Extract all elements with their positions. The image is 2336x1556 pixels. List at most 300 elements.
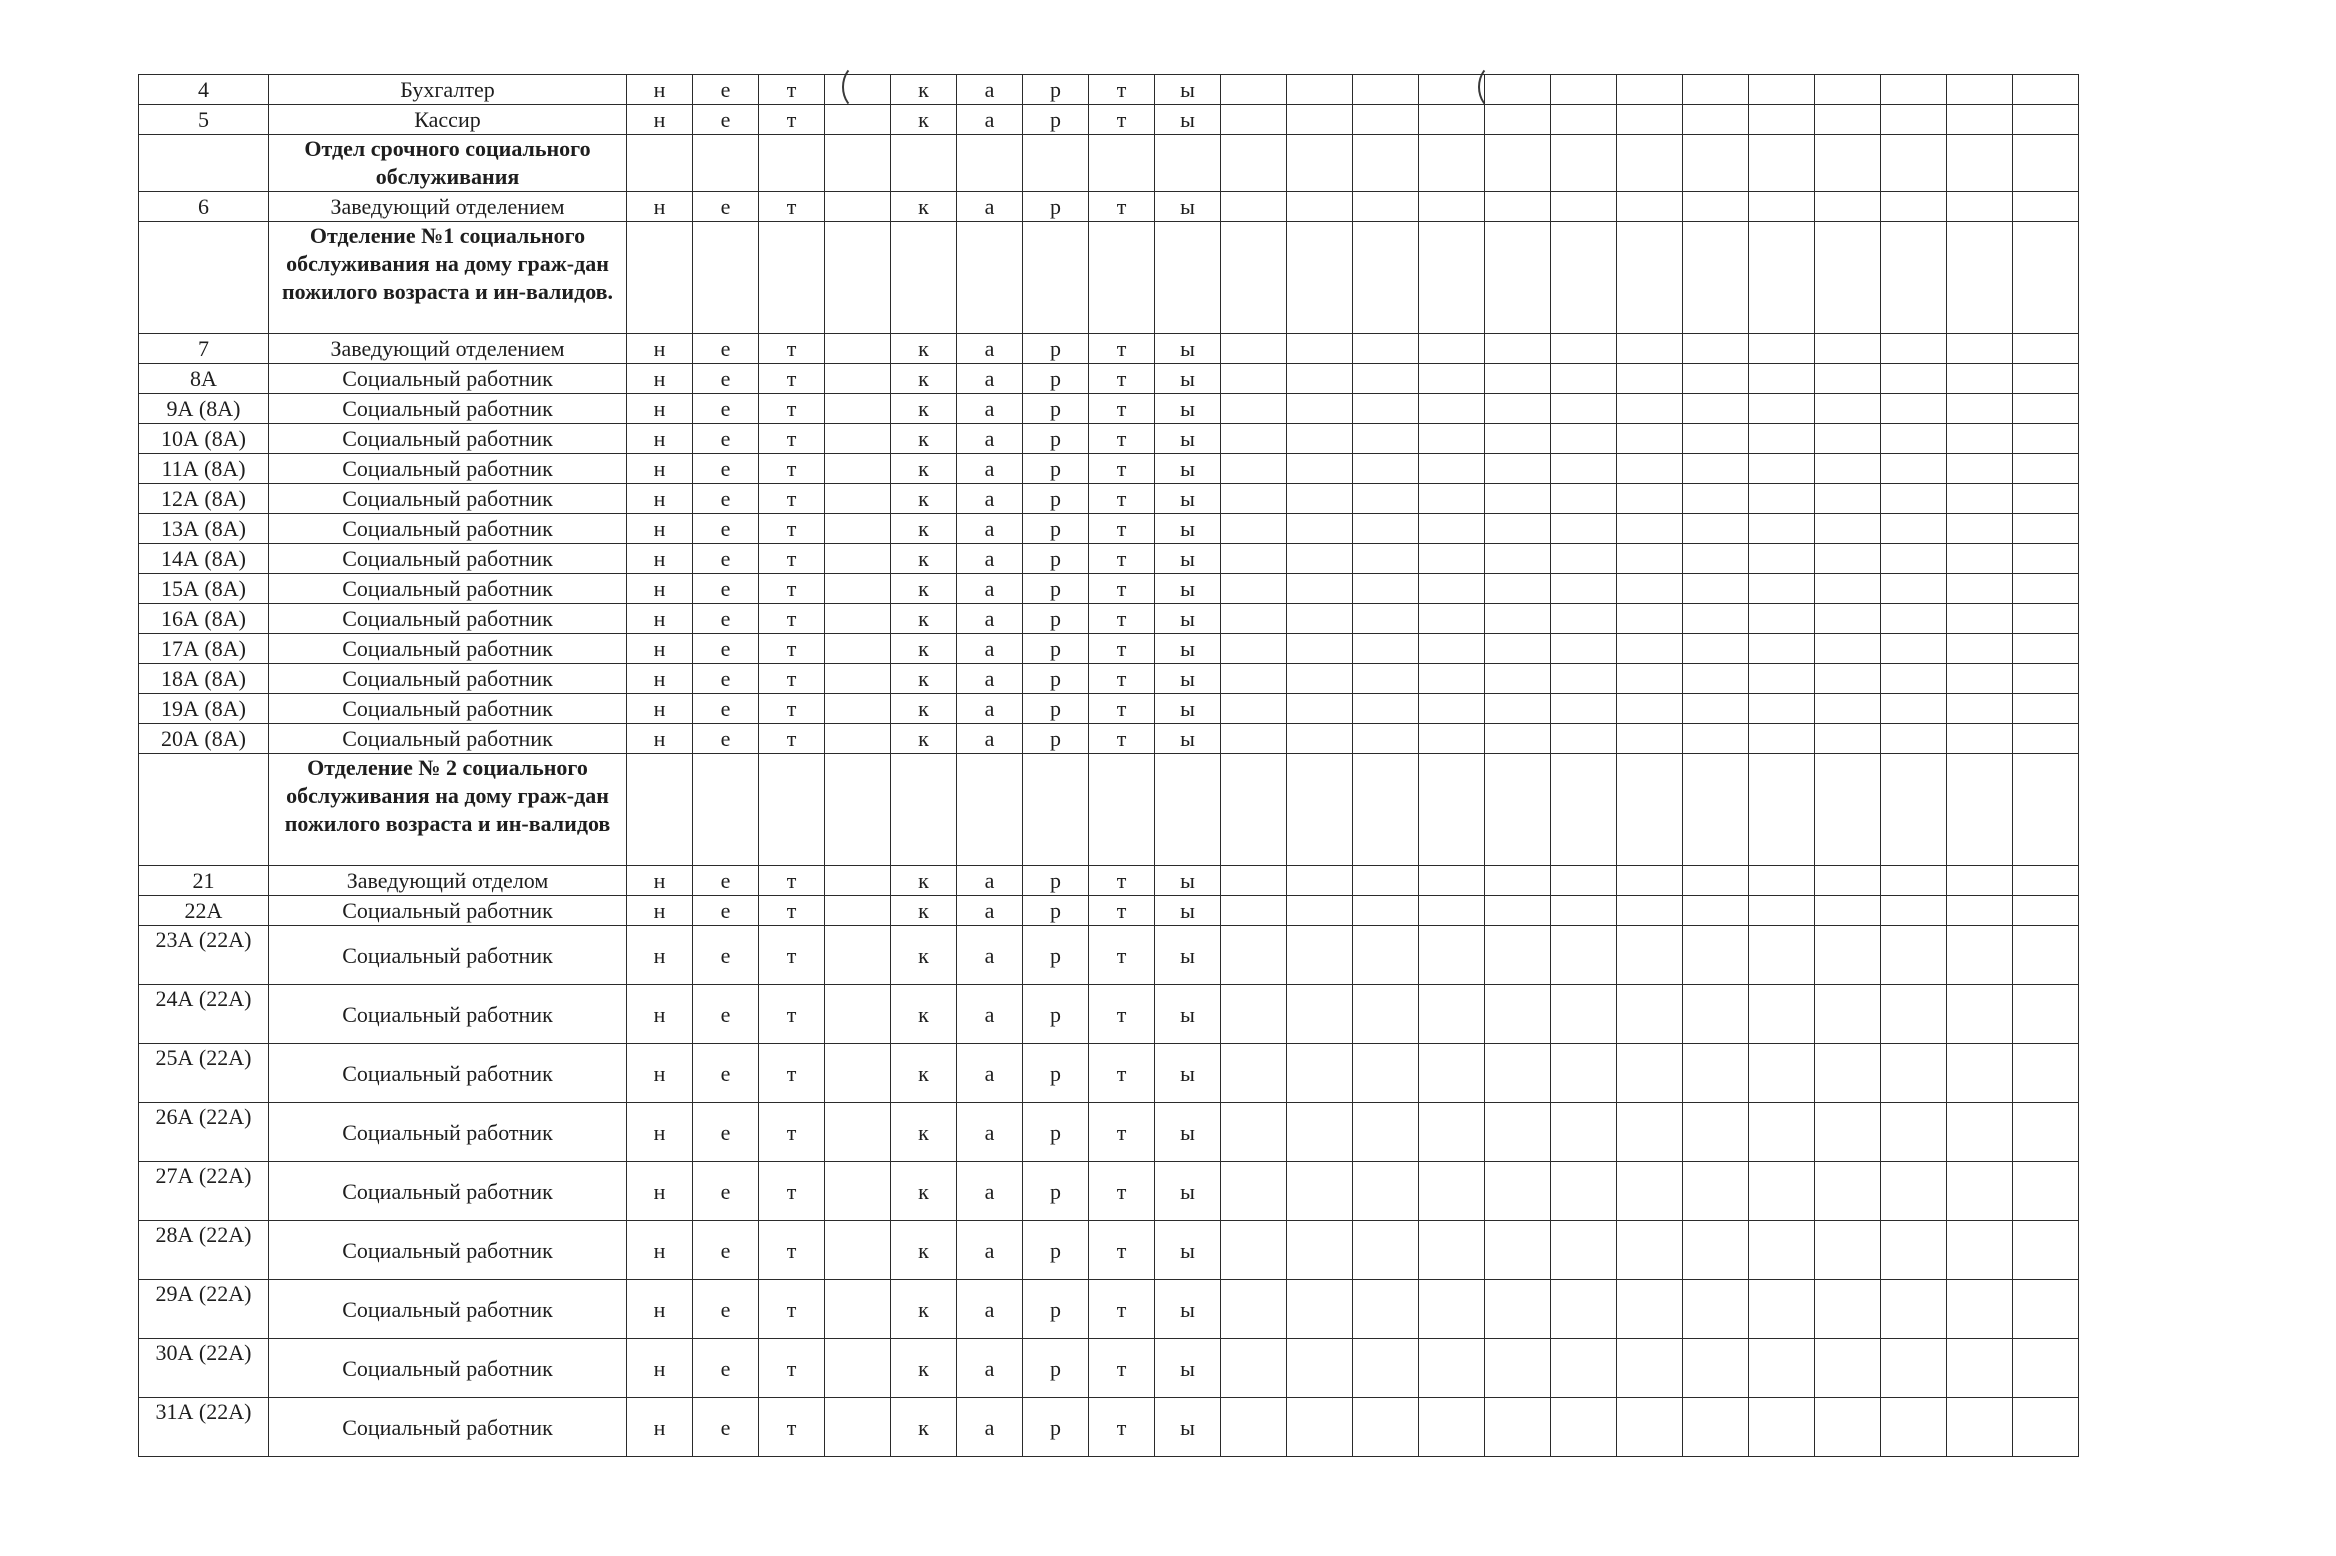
- no-card-letter-cell: т: [1089, 926, 1155, 985]
- empty-cell: [1353, 424, 1419, 454]
- empty-cell: [1617, 105, 1683, 135]
- empty-cell: [1287, 1162, 1353, 1221]
- empty-cell: [1881, 1280, 1947, 1339]
- no-card-letter-cell: [825, 574, 891, 604]
- no-card-letter-cell: ы: [1155, 1280, 1221, 1339]
- empty-cell: [1683, 514, 1749, 544]
- empty-cell: [1353, 222, 1419, 334]
- no-card-letter-cell: е: [693, 664, 759, 694]
- position-name-cell: Социальный работник: [269, 1398, 627, 1457]
- empty-cell: [1617, 394, 1683, 424]
- no-card-letter-cell: е: [693, 75, 759, 105]
- no-card-letter-cell: н: [627, 105, 693, 135]
- no-card-letter-cell: к: [891, 1221, 957, 1280]
- empty-cell: [1749, 724, 1815, 754]
- no-card-letter-cell: а: [957, 192, 1023, 222]
- no-card-letter-cell: н: [627, 896, 693, 926]
- empty-cell: [2013, 896, 2079, 926]
- no-card-letter-cell: ы: [1155, 394, 1221, 424]
- empty-cell: [1287, 664, 1353, 694]
- empty-cell: [1023, 135, 1089, 192]
- no-card-letter-cell: т: [1089, 484, 1155, 514]
- empty-cell: [1353, 1044, 1419, 1103]
- empty-cell: [1815, 866, 1881, 896]
- empty-cell: [1221, 574, 1287, 604]
- table-row: [139, 574, 2079, 604]
- empty-cell: [1485, 896, 1551, 926]
- no-card-letter-cell: [825, 192, 891, 222]
- no-card-letter-cell: н: [627, 1162, 693, 1221]
- empty-cell: [1749, 484, 1815, 514]
- no-card-letter-cell: [825, 1398, 891, 1457]
- empty-cell: [2013, 1044, 2079, 1103]
- empty-cell: [1617, 574, 1683, 604]
- row-number-cell: 18А (8А): [139, 664, 269, 694]
- empty-cell: [2013, 135, 2079, 192]
- empty-cell: [1551, 604, 1617, 634]
- empty-cell: [1551, 222, 1617, 334]
- table-row: [139, 484, 2079, 514]
- empty-cell: [1221, 634, 1287, 664]
- table-row: [139, 896, 2079, 926]
- empty-cell: [1683, 75, 1749, 105]
- empty-cell: [1683, 1044, 1749, 1103]
- empty-cell: [2013, 985, 2079, 1044]
- no-card-letter-cell: т: [1089, 364, 1155, 394]
- empty-cell: [1353, 896, 1419, 926]
- empty-cell: [1353, 192, 1419, 222]
- no-card-letter-cell: р: [1023, 105, 1089, 135]
- no-card-letter-cell: н: [627, 192, 693, 222]
- no-card-letter-cell: к: [891, 634, 957, 664]
- empty-cell: [1353, 926, 1419, 985]
- empty-cell: [1287, 544, 1353, 574]
- no-card-letter-cell: ы: [1155, 604, 1221, 634]
- empty-cell: [1683, 135, 1749, 192]
- empty-cell: [1287, 985, 1353, 1044]
- no-card-letter-cell: т: [1089, 664, 1155, 694]
- no-card-letter-cell: т: [1089, 1221, 1155, 1280]
- no-card-letter-cell: [825, 75, 891, 105]
- no-card-letter-cell: е: [693, 574, 759, 604]
- no-card-letter-cell: р: [1023, 985, 1089, 1044]
- no-card-letter-cell: е: [693, 1339, 759, 1398]
- empty-cell: [1287, 222, 1353, 334]
- empty-cell: [1485, 75, 1551, 105]
- empty-cell: [1419, 896, 1485, 926]
- empty-cell: [1221, 1044, 1287, 1103]
- empty-cell: [1881, 424, 1947, 454]
- empty-cell: [1749, 1044, 1815, 1103]
- no-card-letter-cell: а: [957, 1044, 1023, 1103]
- empty-cell: [1617, 634, 1683, 664]
- no-card-letter-cell: р: [1023, 192, 1089, 222]
- row-number-cell: 8А: [139, 364, 269, 394]
- empty-cell: [1617, 866, 1683, 896]
- no-card-letter-cell: [825, 1162, 891, 1221]
- empty-cell: [1419, 364, 1485, 394]
- no-card-letter-cell: к: [891, 724, 957, 754]
- table-row: [139, 75, 2079, 105]
- empty-cell: [1815, 1280, 1881, 1339]
- no-card-letter-cell: т: [759, 985, 825, 1044]
- empty-cell: [1749, 222, 1815, 334]
- empty-cell: [1551, 192, 1617, 222]
- empty-cell: [1419, 634, 1485, 664]
- position-name-cell: Социальный работник: [269, 1221, 627, 1280]
- no-card-letter-cell: ы: [1155, 454, 1221, 484]
- empty-cell: [825, 135, 891, 192]
- no-card-letter-cell: ы: [1155, 1044, 1221, 1103]
- empty-cell: [1221, 1398, 1287, 1457]
- no-card-letter-cell: т: [759, 604, 825, 634]
- no-card-letter-cell: ы: [1155, 634, 1221, 664]
- no-card-letter-cell: к: [891, 1162, 957, 1221]
- empty-cell: [1947, 1103, 2013, 1162]
- empty-cell: [1221, 135, 1287, 192]
- empty-cell: [1749, 1162, 1815, 1221]
- empty-cell: [1353, 664, 1419, 694]
- no-card-letter-cell: а: [957, 866, 1023, 896]
- no-card-letter-cell: е: [693, 1103, 759, 1162]
- empty-cell: [1287, 694, 1353, 724]
- empty-cell: [2013, 424, 2079, 454]
- no-card-letter-cell: т: [759, 724, 825, 754]
- no-card-letter-cell: р: [1023, 514, 1089, 544]
- empty-cell: [1353, 135, 1419, 192]
- empty-cell: [1419, 424, 1485, 454]
- no-card-letter-cell: к: [891, 1398, 957, 1457]
- empty-cell: [1419, 866, 1485, 896]
- empty-cell: [2013, 192, 2079, 222]
- empty-cell: [1287, 334, 1353, 364]
- empty-cell: [1287, 866, 1353, 896]
- empty-cell: [1221, 604, 1287, 634]
- empty-cell: [1419, 484, 1485, 514]
- no-card-letter-cell: к: [891, 926, 957, 985]
- no-card-letter-cell: а: [957, 926, 1023, 985]
- empty-cell: [1221, 364, 1287, 394]
- empty-cell: [1419, 192, 1485, 222]
- empty-cell: [1551, 424, 1617, 454]
- empty-cell: [1749, 896, 1815, 926]
- no-card-letter-cell: [825, 364, 891, 394]
- no-card-letter-cell: ы: [1155, 544, 1221, 574]
- empty-cell: [1749, 334, 1815, 364]
- empty-cell: [2013, 1339, 2079, 1398]
- no-card-letter-cell: т: [759, 1221, 825, 1280]
- no-card-letter-cell: к: [891, 1044, 957, 1103]
- empty-cell: [1419, 1398, 1485, 1457]
- no-card-letter-cell: [825, 1339, 891, 1398]
- no-card-letter-cell: е: [693, 105, 759, 135]
- no-card-letter-cell: к: [891, 604, 957, 634]
- section-title-cell: Отдел срочного социального обслуживания: [269, 135, 627, 192]
- empty-cell: [2013, 75, 2079, 105]
- no-card-letter-cell: к: [891, 1103, 957, 1162]
- row-number-cell: 10А (8А): [139, 424, 269, 454]
- empty-cell: [1287, 574, 1353, 604]
- no-card-letter-cell: т: [1089, 1280, 1155, 1339]
- empty-cell: [1749, 135, 1815, 192]
- empty-cell: [1485, 514, 1551, 544]
- table-row: [139, 334, 2079, 364]
- empty-cell: [1749, 926, 1815, 985]
- empty-cell: [957, 135, 1023, 192]
- row-number-cell: 23А (22А): [139, 926, 269, 985]
- no-card-letter-cell: ы: [1155, 694, 1221, 724]
- empty-cell: [1353, 364, 1419, 394]
- empty-cell: [1419, 334, 1485, 364]
- empty-cell: [1551, 334, 1617, 364]
- no-card-letter-cell: т: [759, 574, 825, 604]
- no-card-letter-cell: т: [1089, 454, 1155, 484]
- empty-cell: [1287, 1339, 1353, 1398]
- empty-cell: [1617, 222, 1683, 334]
- no-card-letter-cell: е: [693, 1398, 759, 1457]
- empty-cell: [1815, 424, 1881, 454]
- no-card-letter-cell: т: [759, 634, 825, 664]
- table-row: [139, 634, 2079, 664]
- empty-cell: [1617, 544, 1683, 574]
- empty-cell: [1947, 866, 2013, 896]
- empty-cell: [1881, 105, 1947, 135]
- no-card-letter-cell: т: [1089, 105, 1155, 135]
- empty-cell: [1947, 664, 2013, 694]
- empty-cell: [1353, 1221, 1419, 1280]
- no-card-letter-cell: к: [891, 192, 957, 222]
- section-title-cell: Отделение №1 социального обслуживания на дому граж-дан пожилого возраста и ин-валидов.: [269, 222, 627, 334]
- table-row: [139, 724, 2079, 754]
- table-row: [139, 1339, 2079, 1398]
- empty-cell: [1947, 1162, 2013, 1221]
- no-card-letter-cell: н: [627, 1044, 693, 1103]
- no-card-letter-cell: н: [627, 364, 693, 394]
- no-card-letter-cell: а: [957, 1280, 1023, 1339]
- empty-cell: [1947, 926, 2013, 985]
- empty-cell: [1947, 454, 2013, 484]
- no-card-letter-cell: т: [759, 1280, 825, 1339]
- empty-cell: [1353, 985, 1419, 1044]
- empty-cell: [1551, 1162, 1617, 1221]
- no-card-letter-cell: т: [1089, 75, 1155, 105]
- no-card-letter-cell: т: [759, 896, 825, 926]
- empty-cell: [1683, 484, 1749, 514]
- empty-cell: [1353, 454, 1419, 484]
- no-card-letter-cell: [825, 105, 891, 135]
- empty-cell: [1551, 694, 1617, 724]
- empty-cell: [1485, 394, 1551, 424]
- empty-cell: [1221, 75, 1287, 105]
- no-card-letter-cell: т: [1089, 334, 1155, 364]
- empty-cell: [1551, 484, 1617, 514]
- empty-cell: [1881, 484, 1947, 514]
- section-header-row: [139, 135, 2079, 192]
- no-card-letter-cell: [825, 454, 891, 484]
- empty-cell: [1815, 394, 1881, 424]
- no-card-letter-cell: [825, 724, 891, 754]
- no-card-letter-cell: ы: [1155, 514, 1221, 544]
- no-card-letter-cell: т: [759, 1339, 825, 1398]
- no-card-letter-cell: н: [627, 985, 693, 1044]
- empty-cell: [1683, 192, 1749, 222]
- empty-cell: [1683, 896, 1749, 926]
- empty-cell: [1485, 754, 1551, 866]
- no-card-letter-cell: т: [759, 454, 825, 484]
- empty-cell: [891, 135, 957, 192]
- empty-cell: [1485, 424, 1551, 454]
- no-card-letter-cell: к: [891, 866, 957, 896]
- no-card-letter-cell: к: [891, 484, 957, 514]
- table-row: [139, 985, 2079, 1044]
- table-row: [139, 454, 2079, 484]
- empty-cell: [1419, 724, 1485, 754]
- empty-cell: [2013, 1162, 2079, 1221]
- empty-cell: [1749, 1398, 1815, 1457]
- no-card-letter-cell: т: [759, 1162, 825, 1221]
- no-card-letter-cell: т: [1089, 544, 1155, 574]
- empty-cell: [1881, 394, 1947, 424]
- row-number-cell: 31А (22А): [139, 1398, 269, 1457]
- empty-cell: [1485, 664, 1551, 694]
- position-name-cell: Социальный работник: [269, 1044, 627, 1103]
- no-card-letter-cell: а: [957, 664, 1023, 694]
- table-row: [139, 514, 2079, 544]
- empty-cell: [1485, 1103, 1551, 1162]
- row-number-cell: 26А (22А): [139, 1103, 269, 1162]
- no-card-letter-cell: а: [957, 364, 1023, 394]
- empty-cell: [1815, 135, 1881, 192]
- empty-cell: [1221, 1280, 1287, 1339]
- position-name-cell: Социальный работник: [269, 514, 627, 544]
- empty-cell: [1683, 866, 1749, 896]
- empty-cell: [1221, 454, 1287, 484]
- empty-cell: [1551, 985, 1617, 1044]
- empty-cell: [1617, 1280, 1683, 1339]
- staff-assessment-table: [138, 74, 2079, 1457]
- position-name-cell: Социальный работник: [269, 544, 627, 574]
- no-card-letter-cell: т: [759, 694, 825, 724]
- no-card-letter-cell: [825, 394, 891, 424]
- no-card-letter-cell: [825, 604, 891, 634]
- empty-cell: [1287, 1280, 1353, 1339]
- empty-cell: [2013, 334, 2079, 364]
- no-card-letter-cell: [825, 1103, 891, 1162]
- no-card-letter-cell: т: [1089, 1162, 1155, 1221]
- empty-cell: [1683, 105, 1749, 135]
- no-card-letter-cell: а: [957, 1221, 1023, 1280]
- row-number-cell: 14А (8А): [139, 544, 269, 574]
- empty-cell: [1815, 105, 1881, 135]
- no-card-letter-cell: а: [957, 896, 1023, 926]
- empty-cell: [1617, 1398, 1683, 1457]
- no-card-letter-cell: ы: [1155, 664, 1221, 694]
- empty-cell: [1683, 926, 1749, 985]
- no-card-letter-cell: н: [627, 454, 693, 484]
- no-card-letter-cell: е: [693, 866, 759, 896]
- row-number-cell: [139, 135, 269, 192]
- no-card-letter-cell: к: [891, 514, 957, 544]
- empty-cell: [2013, 1103, 2079, 1162]
- no-card-letter-cell: [825, 424, 891, 454]
- empty-cell: [1221, 424, 1287, 454]
- no-card-letter-cell: т: [759, 1398, 825, 1457]
- empty-cell: [1749, 454, 1815, 484]
- empty-cell: [1287, 514, 1353, 544]
- no-card-letter-cell: т: [1089, 192, 1155, 222]
- empty-cell: [1353, 1103, 1419, 1162]
- row-number-cell: 17А (8А): [139, 634, 269, 664]
- no-card-letter-cell: т: [1089, 1103, 1155, 1162]
- row-number-cell: 25А (22А): [139, 1044, 269, 1103]
- empty-cell: [1881, 694, 1947, 724]
- empty-cell: [1683, 1280, 1749, 1339]
- empty-cell: [1221, 192, 1287, 222]
- no-card-letter-cell: ы: [1155, 334, 1221, 364]
- row-number-cell: 13А (8А): [139, 514, 269, 544]
- empty-cell: [1749, 1339, 1815, 1398]
- no-card-letter-cell: р: [1023, 1044, 1089, 1103]
- empty-cell: [1485, 1044, 1551, 1103]
- position-name-cell: Социальный работник: [269, 394, 627, 424]
- empty-cell: [1023, 222, 1089, 334]
- table-row: [139, 694, 2079, 724]
- empty-cell: [1947, 754, 2013, 866]
- empty-cell: [1089, 135, 1155, 192]
- empty-cell: [1287, 135, 1353, 192]
- empty-cell: [1485, 1280, 1551, 1339]
- empty-cell: [1419, 75, 1485, 105]
- empty-cell: [1749, 754, 1815, 866]
- empty-cell: [1419, 514, 1485, 544]
- empty-cell: [1089, 754, 1155, 866]
- no-card-letter-cell: р: [1023, 1103, 1089, 1162]
- position-name-cell: Социальный работник: [269, 1280, 627, 1339]
- no-card-letter-cell: [825, 1044, 891, 1103]
- empty-cell: [1485, 724, 1551, 754]
- no-card-letter-cell: т: [759, 664, 825, 694]
- empty-cell: [1947, 334, 2013, 364]
- no-card-letter-cell: т: [759, 424, 825, 454]
- empty-cell: [1221, 394, 1287, 424]
- empty-cell: [1683, 1398, 1749, 1457]
- no-card-letter-cell: к: [891, 334, 957, 364]
- no-card-letter-cell: [825, 1280, 891, 1339]
- empty-cell: [1617, 75, 1683, 105]
- empty-cell: [825, 222, 891, 334]
- no-card-letter-cell: е: [693, 926, 759, 985]
- empty-cell: [1881, 1103, 1947, 1162]
- empty-cell: [1881, 364, 1947, 394]
- empty-cell: [1419, 1280, 1485, 1339]
- no-card-letter-cell: н: [627, 604, 693, 634]
- empty-cell: [1287, 926, 1353, 985]
- no-card-letter-cell: н: [627, 424, 693, 454]
- empty-cell: [1617, 724, 1683, 754]
- empty-cell: [1551, 664, 1617, 694]
- empty-cell: [1749, 1280, 1815, 1339]
- empty-cell: [1353, 694, 1419, 724]
- no-card-letter-cell: к: [891, 694, 957, 724]
- empty-cell: [1419, 135, 1485, 192]
- no-card-letter-cell: е: [693, 1221, 759, 1280]
- no-card-letter-cell: н: [627, 694, 693, 724]
- empty-cell: [1815, 1044, 1881, 1103]
- no-card-letter-cell: р: [1023, 334, 1089, 364]
- no-card-letter-cell: ы: [1155, 574, 1221, 604]
- empty-cell: [1881, 754, 1947, 866]
- empty-cell: [1815, 484, 1881, 514]
